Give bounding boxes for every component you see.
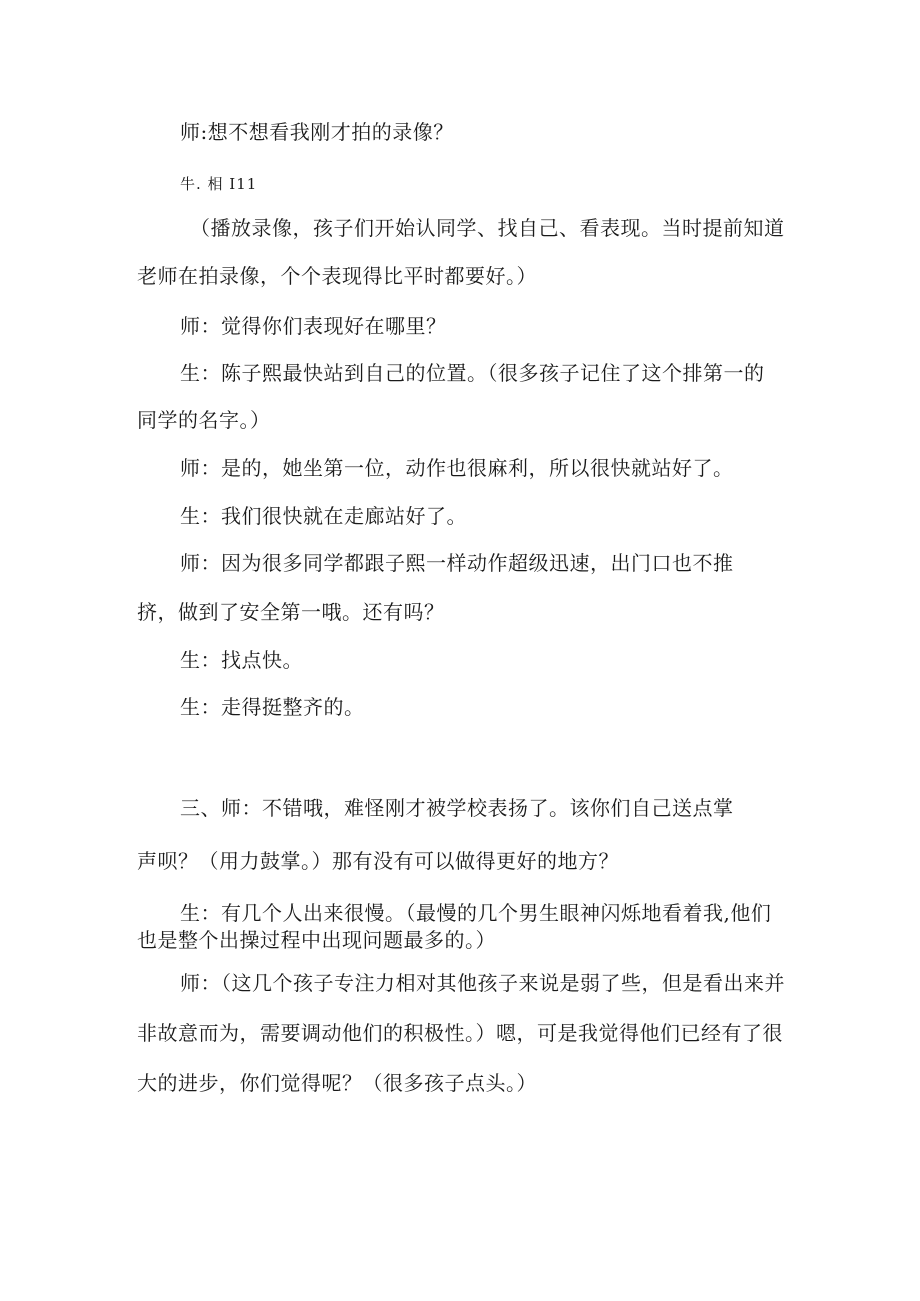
paragraph-line: 老师在拍录像，个个表现得比平时都要好。） xyxy=(137,264,537,288)
paragraph-line: 师:想不想看我刚才拍的录像？ xyxy=(180,120,454,144)
paragraph-line: 师：因为很多同学都跟子熙一样动作超级迅速，出门口也不推 xyxy=(180,551,734,575)
paragraph-line: 三、师：不错哦，难怪刚才被学校表扬了。该你们自己送点掌 xyxy=(180,796,734,820)
paragraph-line: （播放录像，孩子们开始认同学、找自己、看表现。当时提前知道 xyxy=(190,216,785,240)
paragraph-line: 牛. 相 I11 xyxy=(180,175,258,193)
paragraph-line: 师：觉得你们表现好在哪里？ xyxy=(180,314,447,338)
paragraph-line: 挤，做到了安全第一哦。还有吗？ xyxy=(137,600,445,624)
paragraph-line: 师：（这几个孩子专注力相对其他孩子来说是弱了些，但是看出来并 xyxy=(180,971,785,995)
paragraph-line: 也是整个出操过程中出现问题最多的。） xyxy=(137,928,496,952)
paragraph-line: 声呗？（用力鼓掌。）那有没有可以做得更好的地方？ xyxy=(137,849,619,873)
paragraph-line: 非故意而为，需要调动他们的积极性。）嗯，可是我觉得他们已经有了很 xyxy=(137,1021,783,1045)
paragraph-line: 生：走得挺整齐的。 xyxy=(180,695,365,719)
paragraph-line: 师：是的，她坐第一位，动作也很麻利，所以很快就站好了。 xyxy=(180,456,734,480)
paragraph-line: 生：有几个人出来很慢。（最慢的几个男生眼神闪烁地看着我,他们 xyxy=(180,901,772,925)
paragraph-line: 生：找点快。 xyxy=(180,648,303,672)
paragraph-line: 大的进步，你们觉得呢？（很多孩子点头。） xyxy=(137,1071,537,1095)
paragraph-line: 同学的名字。） xyxy=(137,408,271,432)
paragraph-line: 生：我们很快就在走廊站好了。 xyxy=(180,504,467,528)
paragraph-line: 生：陈子熙最快站到自己的位置。（很多孩子记住了这个排第一的 xyxy=(180,361,765,385)
